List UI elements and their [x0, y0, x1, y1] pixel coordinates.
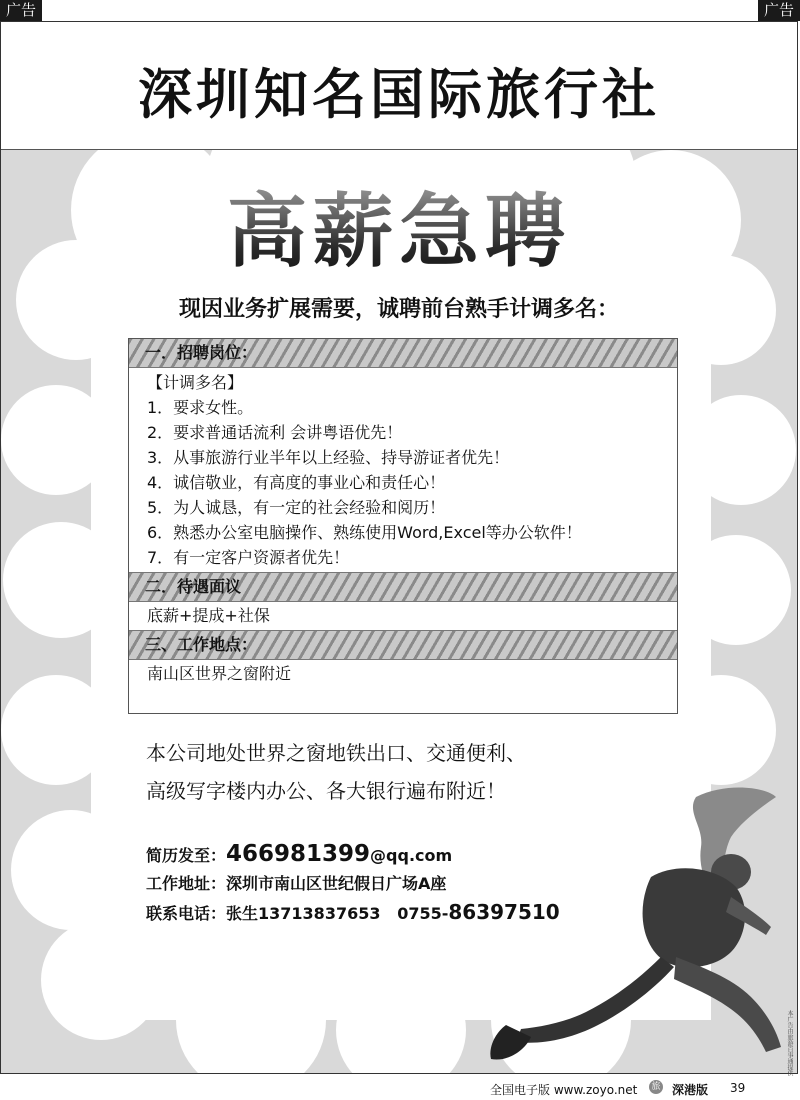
phone-area: 0755-	[397, 904, 449, 923]
description-line: 高级写字楼内办公、各大银行遍布附近！	[146, 779, 506, 803]
footer-edition: 深港版	[672, 1083, 709, 1097]
role-label: 【计调多名】	[147, 373, 244, 392]
company-name: 深圳知名国际旅行社	[138, 63, 660, 126]
requirement-item: 4．诚信敬业，有高度的事业心和责任心！	[147, 473, 446, 492]
company-description	[146, 734, 526, 810]
positions-body	[129, 368, 677, 572]
resume-domain: @qq.com	[370, 846, 453, 865]
requirement-item: 2．要求普通话流利 会讲粤语优先！	[147, 423, 403, 442]
header-band	[1, 22, 797, 150]
requirement-item: 1．要求女性。	[147, 398, 254, 417]
phone-label: 联系电话：	[146, 904, 227, 923]
section-positions-title: 一．招聘岗位：	[129, 339, 677, 368]
side-note: 本广告由旅游百事通提供	[786, 1010, 793, 1076]
requirement-item: 7．有一定客户资源者优先！	[147, 548, 350, 567]
ad-tag-left: 广告	[0, 0, 42, 21]
address-value: 深圳市南山区世纪假日广场A座	[226, 874, 447, 893]
phone-person: 张生13713837653	[226, 904, 381, 923]
requirement-item: 6．熟悉办公室电脑操作、熟练使用Word,Excel等办公软件！	[147, 523, 582, 542]
resume-number: 466981399	[226, 841, 371, 867]
description-line: 本公司地处世界之窗地铁出口、交通便利、	[146, 741, 526, 765]
intro-text: 现因业务扩展需要，诚聘前台熟手计调多名：	[178, 297, 619, 322]
ad-tag-right: 广告	[758, 0, 800, 21]
section-pay-title: 二．待遇面议	[129, 572, 677, 602]
hero-headline: 高薪急聘	[1, 167, 797, 282]
job-details-box	[128, 338, 678, 714]
page-footer	[0, 1076, 800, 1100]
footer-badge-icon: 旅	[649, 1080, 663, 1094]
footer-site: 全国电子版 www.zoyo.net	[490, 1083, 638, 1097]
pay-text: 底薪+提成+社保	[147, 606, 270, 625]
requirement-item: 3．从事旅游行业半年以上经验、持导游证者优先！	[147, 448, 510, 467]
section-location-title: 三、工作地点：	[129, 630, 677, 660]
requirement-item: 5．为人诚恳，有一定的社会经验和阅历！	[147, 498, 446, 517]
resume-label: 简历发至：	[146, 846, 227, 865]
ad-frame	[0, 21, 798, 1074]
athlete-silhouette-image	[476, 767, 796, 1067]
phone-number: 86397510	[448, 900, 560, 924]
location-text: 南山区世界之窗附近	[147, 664, 292, 683]
page-number: 39	[730, 1081, 746, 1095]
address-label: 工作地址：	[146, 874, 227, 893]
